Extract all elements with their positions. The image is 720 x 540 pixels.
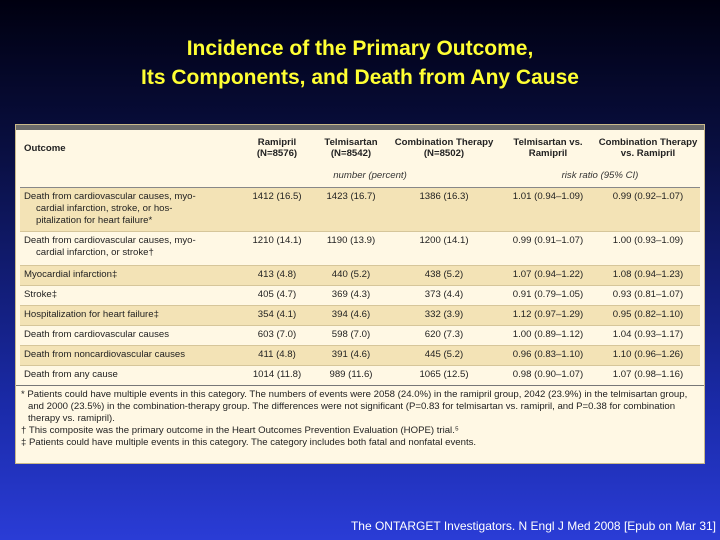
header-telm-vs-ram: Telmisartan vs. Ramipril bbox=[513, 137, 583, 159]
row-outcome: Death from cardiovascular causes, myo- cardial infarction, or stroke† bbox=[24, 234, 196, 258]
cell-comb-vs-ram: 1.07 (0.98–1.16) bbox=[612, 368, 684, 380]
cell-telmisartan: 440 (5.2) bbox=[331, 268, 371, 280]
cell-ramipril: 1210 (14.1) bbox=[252, 234, 302, 246]
cell-telm-vs-ram: 1.00 (0.89–1.12) bbox=[512, 328, 584, 340]
table-row bbox=[20, 285, 700, 305]
header-ramipril: Ramipril (N=8576) bbox=[256, 137, 298, 159]
table-row bbox=[20, 305, 700, 325]
slide-title bbox=[0, 34, 720, 92]
row-outcome: Death from noncardiovascular causes bbox=[24, 348, 186, 360]
citation: The ONTARGET Investigators. N Engl J Med 2008 [Epub on Mar 31] bbox=[350, 519, 716, 533]
footnote-dagger: † This composite was the primary outcome in the Heart Outcomes Prevention Evaluation (HOPE) trial.⁵ bbox=[21, 425, 459, 436]
slide-title-line1: Incidence of the Primary Outcome, bbox=[186, 37, 534, 60]
table-footnotes bbox=[20, 389, 700, 449]
cell-comb-vs-ram: 0.99 (0.92–1.07) bbox=[612, 190, 684, 202]
row-outcome: Stroke‡ bbox=[24, 288, 58, 300]
footnote-double-dagger: ‡ Patients could have multiple events in this category. The category includes both fatal and nonfatal events. bbox=[21, 437, 477, 448]
row-outcome: Hospitalization for heart failure‡ bbox=[24, 308, 159, 320]
cell-combination: 1200 (14.1) bbox=[419, 234, 469, 246]
table-row bbox=[20, 325, 700, 345]
cell-ramipril: 411 (4.8) bbox=[258, 348, 296, 360]
header-telmisartan: Telmisartan (N=8542) bbox=[324, 137, 378, 159]
cell-telmisartan: 391 (4.6) bbox=[331, 348, 371, 360]
cell-comb-vs-ram: 1.00 (0.93–1.09) bbox=[612, 234, 684, 246]
cell-combination: 620 (7.3) bbox=[424, 328, 464, 340]
cell-ramipril: 405 (4.7) bbox=[257, 288, 297, 300]
cell-combination: 373 (4.4) bbox=[424, 288, 464, 300]
table-row bbox=[20, 345, 700, 365]
cell-ramipril: 354 (4.1) bbox=[257, 308, 297, 320]
results-table bbox=[20, 131, 700, 386]
cell-telm-vs-ram: 0.96 (0.83–1.10) bbox=[512, 348, 584, 360]
footnote-star: * Patients could have multiple events in this category. The numbers of events were 2058 (24.0%) in the ramipril group, 2042 (23.9%) in the telmisartan group, and 2000 (23.5%) in the combination-therapy group. The differences were not significant (P=0.83 for telmisartan vs. ramipril, and P=0.38 for combination therapy vs. ramipril). bbox=[21, 389, 688, 424]
cell-telm-vs-ram: 1.07 (0.94–1.22) bbox=[512, 268, 584, 280]
subheader-number: number (percent) bbox=[240, 165, 500, 187]
results-table-panel bbox=[15, 124, 705, 464]
row-outcome: Death from cardiovascular causes, myo- cardial infarction, stroke, or hos- pitalization for heart failure* bbox=[24, 190, 196, 226]
table-row bbox=[20, 231, 700, 265]
cell-ramipril: 603 (7.0) bbox=[257, 328, 297, 340]
header-comb-vs-ram: Combination Therapy vs. Ramipril bbox=[598, 137, 698, 159]
cell-comb-vs-ram: 1.10 (0.96–1.26) bbox=[612, 348, 684, 360]
cell-comb-vs-ram: 1.08 (0.94–1.23) bbox=[612, 268, 684, 280]
cell-combination: 1065 (12.5) bbox=[419, 368, 469, 380]
table-subheader-row bbox=[20, 165, 700, 187]
table-row bbox=[20, 187, 700, 231]
cell-telmisartan: 598 (7.0) bbox=[331, 328, 371, 340]
cell-ramipril: 1412 (16.5) bbox=[252, 190, 302, 202]
cell-comb-vs-ram: 0.95 (0.82–1.10) bbox=[612, 308, 684, 320]
header-outcome: Outcome bbox=[24, 142, 66, 154]
header-combination: Combination Therapy (N=8502) bbox=[394, 137, 494, 159]
cell-telm-vs-ram: 0.99 (0.91–1.07) bbox=[512, 234, 584, 246]
table-row bbox=[20, 265, 700, 285]
cell-telmisartan: 1423 (16.7) bbox=[326, 190, 376, 202]
cell-combination: 445 (5.2) bbox=[424, 348, 464, 360]
cell-combination: 438 (5.2) bbox=[424, 268, 464, 280]
cell-combination: 332 (3.9) bbox=[424, 308, 464, 320]
cell-ramipril: 1014 (11.8) bbox=[252, 368, 302, 380]
cell-telmisartan: 989 (11.6) bbox=[329, 368, 373, 380]
subheader-risk: risk ratio (95% CI) bbox=[500, 165, 700, 187]
cell-telm-vs-ram: 1.01 (0.94–1.09) bbox=[512, 190, 584, 202]
cell-telmisartan: 1190 (13.9) bbox=[326, 234, 376, 246]
cell-telm-vs-ram: 1.12 (0.97–1.29) bbox=[512, 308, 584, 320]
slide-title-line2: Its Components, and Death from Any Cause bbox=[141, 66, 579, 89]
cell-telm-vs-ram: 0.98 (0.90–1.07) bbox=[512, 368, 584, 380]
cell-telmisartan: 394 (4.6) bbox=[331, 308, 371, 320]
table-header-row bbox=[20, 131, 700, 165]
cell-comb-vs-ram: 0.93 (0.81–1.07) bbox=[612, 288, 684, 300]
panel-top-bar bbox=[16, 125, 704, 130]
cell-telmisartan: 369 (4.3) bbox=[331, 288, 371, 300]
cell-telm-vs-ram: 0.91 (0.79–1.05) bbox=[512, 288, 584, 300]
cell-combination: 1386 (16.3) bbox=[419, 190, 469, 202]
cell-comb-vs-ram: 1.04 (0.93–1.17) bbox=[612, 328, 684, 340]
row-outcome: Death from any cause bbox=[24, 368, 118, 380]
row-outcome: Myocardial infarction‡ bbox=[24, 268, 118, 280]
table-bottom-rule bbox=[16, 385, 704, 386]
row-outcome: Death from cardiovascular causes bbox=[24, 328, 170, 340]
table-row bbox=[20, 365, 700, 385]
cell-ramipril: 413 (4.8) bbox=[257, 268, 297, 280]
